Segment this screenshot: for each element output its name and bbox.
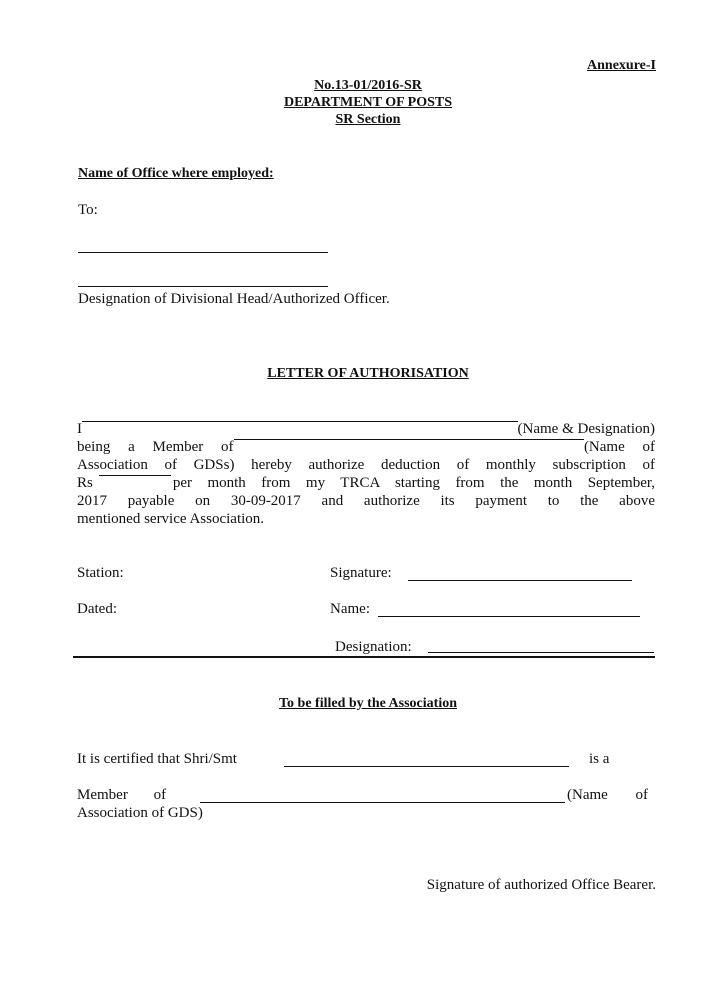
is-a-label: is a	[589, 751, 610, 767]
name-of-label: (Name of	[583, 439, 655, 455]
to-label: To:	[78, 202, 98, 218]
reference-number: No.13-01/2016-SR	[314, 78, 422, 93]
name-designation-blank[interactable]	[82, 420, 518, 422]
association-name-of-label: (Name of	[567, 787, 649, 803]
designation-label: Designation of Divisional Head/Authorized Officer.	[78, 291, 390, 307]
section-divider	[73, 656, 655, 658]
paragraph-line-5: 2017 payable on 30-09-2017 and authorize its payment to the above	[77, 493, 655, 509]
address-line-2[interactable]	[78, 286, 328, 287]
association-gds-label: Association of GDS)	[77, 805, 203, 821]
member-name-blank[interactable]	[284, 766, 569, 767]
annexure-label: Annexure-I	[587, 58, 656, 73]
authorisation-paragraph	[77, 420, 655, 528]
designation-blank[interactable]	[428, 652, 654, 653]
association-name-blank[interactable]	[234, 438, 584, 440]
office-label: Name of Office where employed:	[78, 166, 274, 181]
address-line-1[interactable]	[78, 252, 328, 253]
section-title: SR Section	[335, 112, 401, 127]
name-label: Name:	[330, 601, 370, 617]
designation-signoff-label: Designation:	[335, 639, 412, 655]
signature-label: Signature:	[330, 565, 392, 581]
office-bearer-signature-label: Signature of authorized Office Bearer.	[426, 877, 656, 893]
dated-label: Dated:	[77, 601, 117, 617]
i-label: I	[77, 421, 82, 437]
association-blank[interactable]	[200, 802, 565, 803]
name-blank[interactable]	[378, 616, 640, 617]
paragraph-line-4: per month from my TRCA starting from the month September,	[172, 475, 655, 491]
department-title: DEPARTMENT OF POSTS	[283, 95, 453, 110]
letter-title: LETTER OF AUTHORISATION	[267, 366, 469, 381]
name-designation-label: (Name & Designation)	[517, 421, 655, 437]
paragraph-line-6: mentioned service Association.	[77, 511, 265, 527]
association-section-title: To be filled by the Association	[278, 696, 457, 711]
signature-blank[interactable]	[408, 580, 632, 581]
being-member-label: being a Member of	[77, 439, 234, 455]
amount-blank[interactable]	[99, 474, 171, 476]
station-label: Station:	[77, 565, 124, 581]
member-of-label: Member of	[77, 787, 167, 803]
paragraph-line-3: Association of GDSs) hereby authorize deduction of monthly subscription of	[77, 457, 655, 473]
rs-label: Rs	[77, 475, 93, 491]
certified-label: It is certified that Shri/Smt	[77, 751, 237, 767]
